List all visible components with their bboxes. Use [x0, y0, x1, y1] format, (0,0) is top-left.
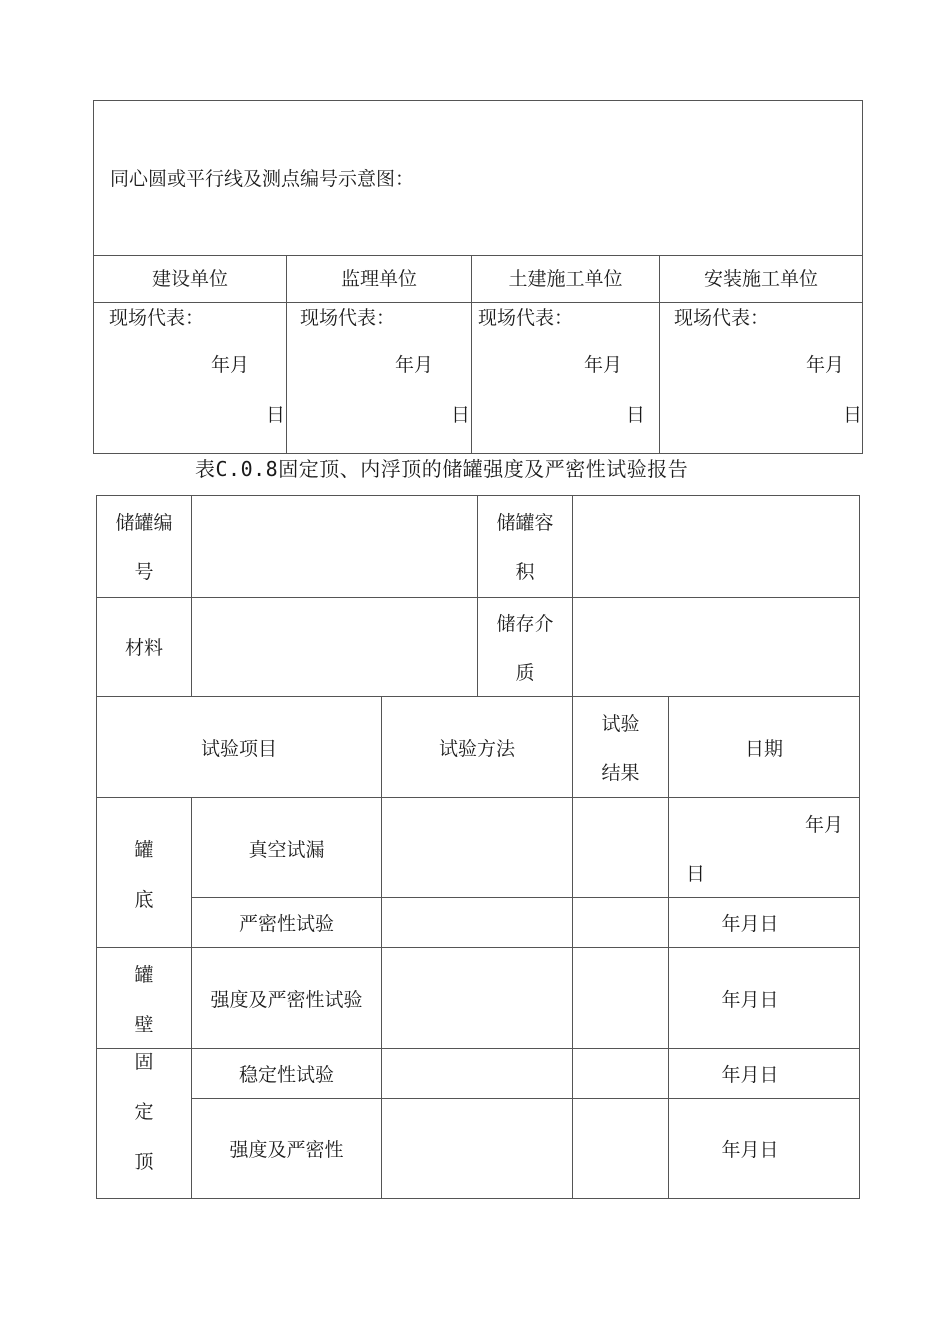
group-tank-wall: 罐	[134, 964, 154, 986]
rep-label: 现场代表：	[300, 307, 396, 329]
main-table-divider	[668, 696, 669, 1199]
unit-civil-contractor: 土建施工单位	[508, 268, 623, 290]
storage-medium-label: 质	[515, 662, 535, 684]
row-vacuum-leak-test: 真空试漏	[248, 839, 325, 861]
tank-number-label: 号	[134, 561, 154, 583]
group-fixed-roof: 顶	[134, 1151, 154, 1173]
main-table-rule	[96, 696, 860, 697]
date-year-month: 年月	[805, 814, 844, 836]
main-table-rule	[96, 597, 860, 598]
rep-label: 现场代表：	[109, 307, 205, 329]
rep-label: 现场代表：	[674, 307, 770, 329]
date-full: 年月日	[721, 913, 779, 935]
unit-installation-contractor: 安装施工单位	[703, 268, 818, 290]
sign-date-day: 日	[843, 404, 863, 426]
main-table-divider	[381, 696, 382, 1199]
row-roof-strength-tightness: 强度及严密性	[229, 1139, 344, 1161]
storage-medium-label: 储存介	[496, 613, 554, 635]
report-title: 表C.0.8固定顶、内浮顶的储罐强度及严密性试验报告	[195, 457, 689, 481]
date-full: 年月日	[721, 1064, 779, 1086]
tank-capacity-label: 储罐容	[496, 512, 554, 534]
main-table-border-top	[96, 495, 860, 496]
sign-date-year-month: 年月	[584, 354, 623, 376]
sign-date-year-month: 年月	[806, 354, 845, 376]
unit-construction-owner: 建设单位	[151, 268, 228, 290]
main-table-divider	[572, 495, 573, 697]
top-table-border-bottom	[93, 453, 863, 454]
group-tank-bottom: 底	[134, 889, 154, 911]
sign-date-day: 日	[626, 404, 646, 426]
unit-supervision: 监理单位	[340, 268, 417, 290]
material-label: 材料	[124, 637, 163, 659]
date-full: 年月日	[721, 1139, 779, 1161]
sign-date-day: 日	[266, 404, 286, 426]
header-test-method: 试验方法	[438, 738, 515, 760]
header-test-result: 结果	[601, 762, 640, 784]
main-table-border-bottom	[96, 1198, 860, 1199]
main-table-rule	[96, 797, 860, 798]
top-table-rule	[93, 302, 863, 303]
sign-date-year-month: 年月	[211, 354, 250, 376]
header-test-result: 试验	[601, 713, 640, 735]
main-table-rule	[191, 897, 860, 898]
main-table-rule	[96, 1048, 860, 1049]
main-table-rule	[96, 947, 860, 948]
main-table-divider	[191, 495, 192, 697]
group-tank-wall: 壁	[134, 1014, 154, 1036]
tank-number-label: 储罐编	[115, 512, 173, 534]
top-table-rule	[93, 255, 863, 256]
row-tightness-test: 严密性试验	[238, 913, 334, 935]
header-test-item: 试验项目	[200, 738, 277, 760]
tank-capacity-label: 积	[515, 561, 535, 583]
main-table-border-right	[859, 495, 860, 1199]
sign-date-day: 日	[451, 404, 471, 426]
sign-date-year-month: 年月	[395, 354, 434, 376]
top-table-border-top	[93, 100, 863, 101]
header-date: 日期	[744, 738, 783, 760]
main-table-rule	[191, 1098, 860, 1099]
date-full: 年月日	[721, 989, 779, 1011]
group-tank-bottom: 罐	[134, 839, 154, 861]
row-wall-strength-tightness-test: 强度及严密性试验	[210, 989, 363, 1011]
group-fixed-roof: 定	[134, 1101, 154, 1123]
group-fixed-roof: 固	[134, 1051, 154, 1073]
date-day: 日	[686, 863, 706, 885]
row-stability-test: 稳定性试验	[238, 1064, 334, 1086]
rep-label: 现场代表：	[478, 307, 574, 329]
diagram-label: 同心圆或平行线及测点编号示意图：	[110, 168, 415, 190]
top-table-border-right	[862, 100, 863, 454]
